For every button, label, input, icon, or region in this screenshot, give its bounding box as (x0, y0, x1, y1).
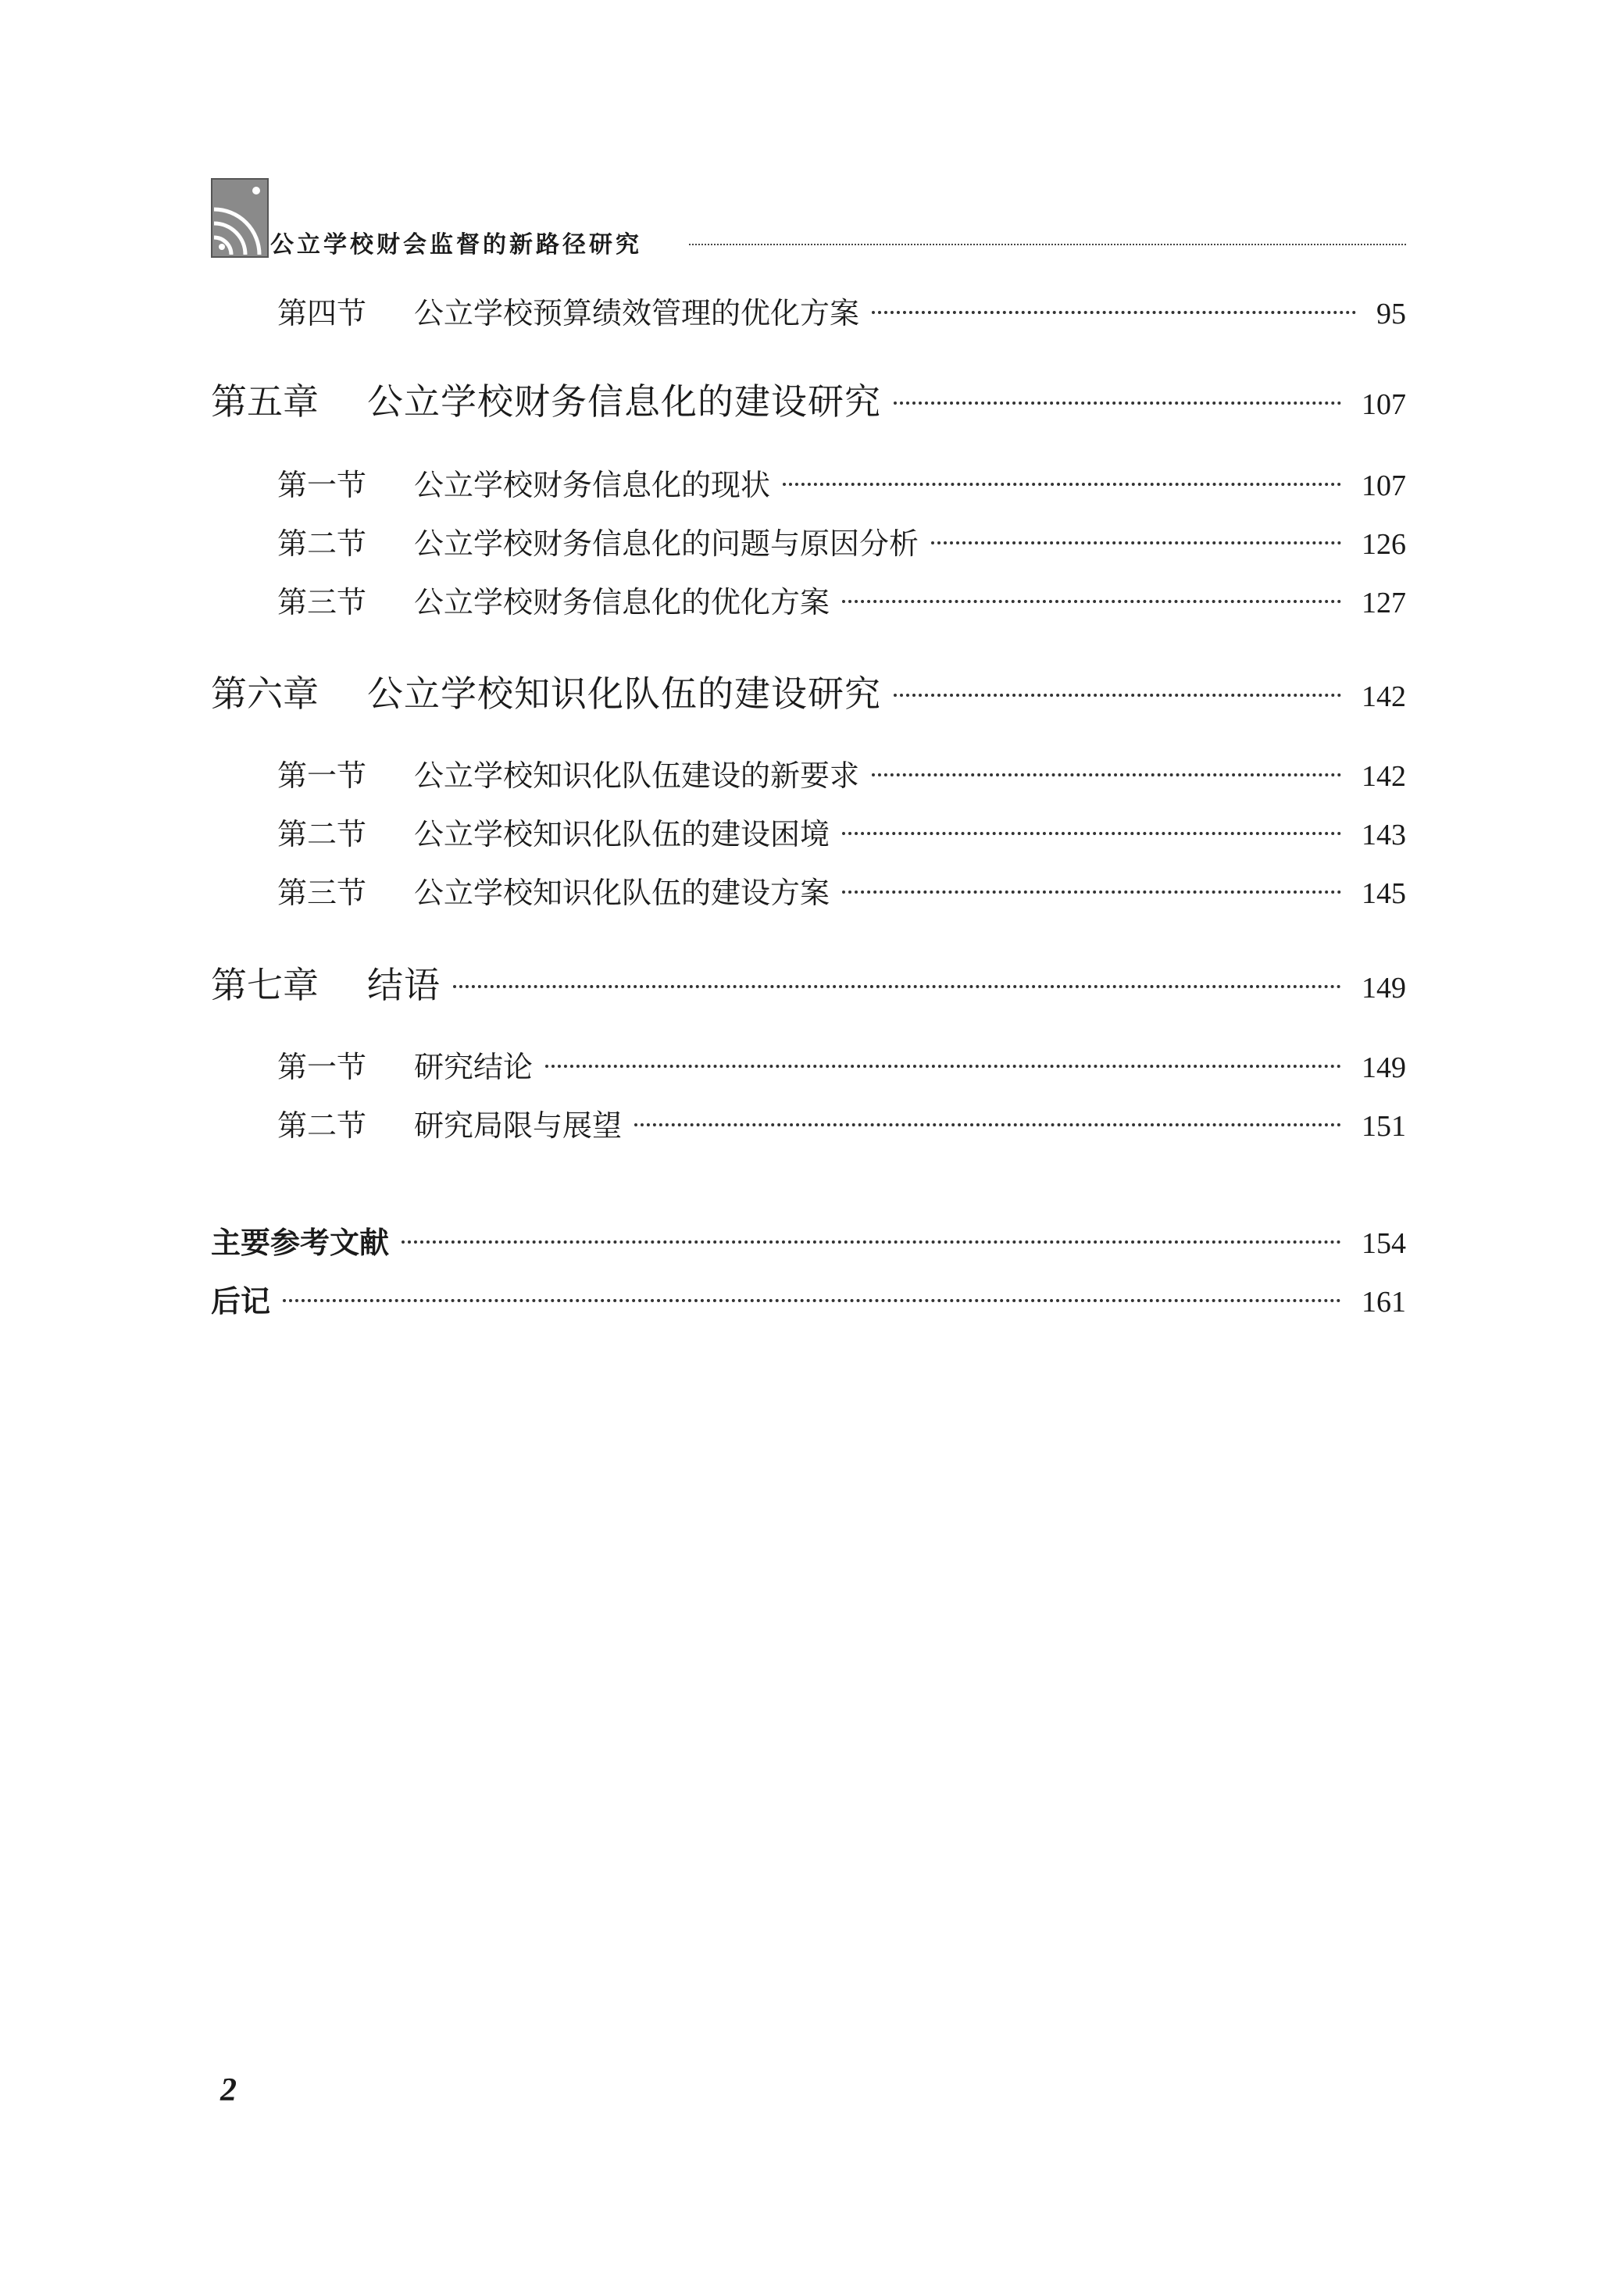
toc-title: 公立学校财务信息化的建设研究 (367, 380, 881, 423)
dot-leader (545, 1065, 1341, 1068)
toc-label: 第二节 (277, 1108, 367, 1143)
toc-entry[interactable] (211, 1101, 1406, 1145)
toc-page-number: 142 (1362, 680, 1406, 713)
running-header (211, 178, 1406, 261)
toc-label: 第一节 (277, 1050, 367, 1084)
dot-leader (872, 773, 1341, 776)
toc-title: 公立学校财务信息化的优化方案 (414, 585, 830, 619)
toc-title: 后记 (211, 1284, 271, 1319)
dot-leader (402, 1240, 1341, 1244)
toc-page-number: 127 (1362, 587, 1406, 619)
toc-title: 结语 (367, 964, 441, 1006)
toc-label: 第一节 (277, 468, 367, 502)
toc-page-number: 145 (1362, 877, 1406, 910)
dot-leader (842, 832, 1341, 835)
toc-title: 公立学校预算绩效管理的优化方案 (414, 296, 860, 330)
dot-leader (894, 402, 1341, 405)
toc-title: 公立学校知识化队伍建设的新要求 (414, 758, 860, 793)
dot-leader (842, 600, 1341, 603)
toc-backmatter-entry[interactable] (211, 1277, 1406, 1321)
toc-label: 第四节 (277, 296, 367, 330)
toc-page-number: 149 (1362, 972, 1406, 1005)
dot-leader (931, 541, 1341, 544)
toc-label: 第五章 (211, 380, 319, 423)
toc-chapter-entry[interactable] (211, 957, 1406, 1006)
toc-entry[interactable] (211, 751, 1406, 795)
toc-page-number: 143 (1362, 819, 1406, 851)
toc-label: 第七章 (211, 964, 319, 1006)
toc-page-number: 154 (1362, 1227, 1406, 1260)
dot-leader (894, 694, 1341, 697)
corner-arc-logo-icon (211, 178, 269, 258)
toc-title: 主要参考文献 (211, 1226, 390, 1260)
toc-entry[interactable] (211, 1043, 1406, 1087)
toc-entry[interactable] (211, 519, 1406, 563)
toc-label: 第三节 (277, 585, 367, 619)
toc-chapter-entry[interactable] (211, 373, 1406, 423)
dot-leader (453, 985, 1341, 988)
toc-title: 公立学校知识化队伍的建设方案 (414, 876, 830, 910)
toc-title: 公立学校财务信息化的现状 (414, 468, 771, 502)
dot-leader (283, 1299, 1341, 1302)
toc-page-number: 149 (1362, 1051, 1406, 1084)
dot-leader (842, 891, 1341, 894)
dot-leader (872, 311, 1356, 314)
toc-backmatter-entry[interactable] (211, 1219, 1406, 1262)
page-number: 2 (220, 2072, 237, 2108)
toc-entry[interactable] (211, 578, 1406, 622)
header-dotted-rule (689, 244, 1406, 245)
toc-title: 研究结论 (414, 1050, 534, 1084)
toc-title: 研究局限与展望 (414, 1108, 623, 1143)
toc-title: 公立学校财务信息化的问题与原因分析 (414, 526, 919, 561)
toc-page-number: 142 (1362, 760, 1406, 793)
toc-entry[interactable] (211, 810, 1406, 854)
toc-entry[interactable] (211, 869, 1406, 912)
toc-chapter-entry[interactable] (211, 666, 1406, 715)
toc-title: 公立学校知识化队伍的建设研究 (367, 673, 881, 715)
toc-label: 第二节 (277, 526, 367, 561)
dot-leader (783, 483, 1341, 486)
toc-label: 第二节 (277, 817, 367, 851)
toc-page-number: 107 (1362, 469, 1406, 502)
toc-label: 第三节 (277, 876, 367, 910)
toc-page-number: 151 (1362, 1110, 1406, 1143)
toc-label: 第六章 (211, 673, 319, 715)
toc-entry[interactable] (211, 289, 1406, 333)
toc-page-number: 161 (1362, 1286, 1406, 1319)
toc-page-number: 95 (1376, 298, 1406, 330)
toc-title: 公立学校知识化队伍的建设困境 (414, 817, 830, 851)
toc-label: 第一节 (277, 758, 367, 793)
dot-leader (634, 1123, 1341, 1126)
toc-entry[interactable] (211, 461, 1406, 505)
toc-page-number: 126 (1362, 528, 1406, 561)
toc-page-number: 107 (1362, 388, 1406, 421)
book-title: 公立学校财会监督的新路径研究 (270, 231, 642, 259)
